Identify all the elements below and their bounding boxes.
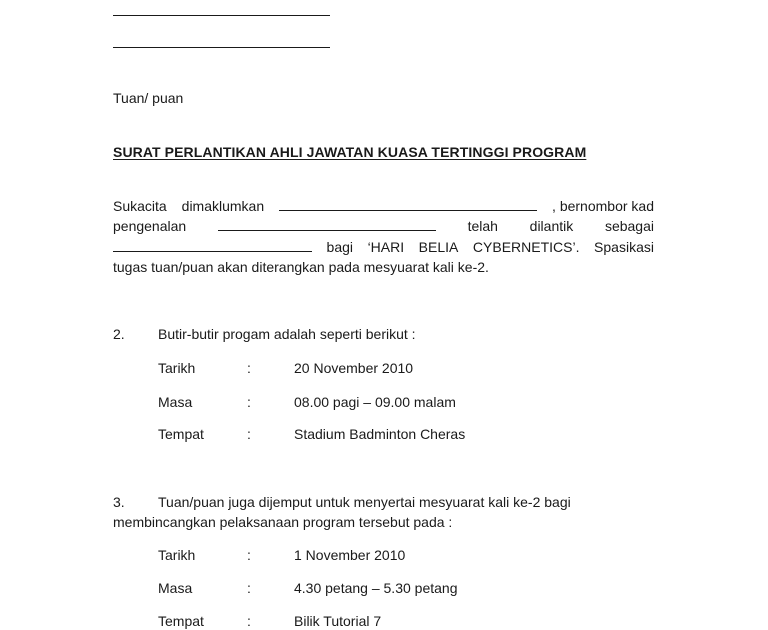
para1-word: Sukacita <box>113 198 167 214</box>
para1-line-4: tugas tuan/puan akan diterangkan pada mesyuarat kali ke-2. <box>113 259 489 275</box>
section2-row-sep: : <box>247 426 251 442</box>
para1-word: sebagai <box>604 218 654 234</box>
section3-row-label: Tempat <box>158 613 204 629</box>
section3-row-sep: : <box>247 547 251 563</box>
letter-title: SURAT PERLANTIKAN AHLI JAWATAN KUASA TERTINGGI PROGRAM <box>113 144 587 160</box>
para1-word: ‘HARI <box>367 239 405 255</box>
section2-intro: Butir-butir progam adalah seperti berikut : <box>158 326 416 342</box>
salutation: Tuan/ puan <box>113 90 184 106</box>
section3-row-value: 1 November 2010 <box>294 547 406 563</box>
name-blank <box>279 197 537 211</box>
section2-row-label: Tempat <box>158 426 204 442</box>
section3-row-value: Bilik Tutorial 7 <box>294 613 382 629</box>
para1-word: bagi <box>326 239 354 255</box>
address-blank-line-2 <box>113 47 330 48</box>
section2-row-sep: : <box>247 360 251 376</box>
section3-number: 3. <box>113 494 125 510</box>
section3-intro-line-1: Tuan/puan juga dijemput untuk menyertai mesyuarat kali ke-2 bagi <box>158 494 571 510</box>
section2-row-sep: : <box>247 394 251 410</box>
para1-word: telah <box>467 218 498 234</box>
ic-number-blank <box>218 217 436 231</box>
para1-line-3 <box>113 238 654 256</box>
para1-word: dilantik <box>529 218 574 234</box>
section3-row-value: 4.30 petang – 5.30 petang <box>294 580 458 596</box>
para1-word: CYBERNETICS’. <box>472 239 580 255</box>
section2-row-value: Stadium Badminton Cheras <box>294 426 466 442</box>
section3-row-label: Tarikh <box>158 547 196 563</box>
section3-row-sep: : <box>247 580 251 596</box>
para1-line-1 <box>113 197 654 215</box>
section2-number: 2. <box>113 326 125 342</box>
section3-intro-line-2: membincangkan pelaksanaan program tersebut pada : <box>113 514 453 530</box>
section2-row-value: 08.00 pagi – 09.00 malam <box>294 394 456 410</box>
address-blank-line-1 <box>113 15 330 16</box>
section2-row-value: 20 November 2010 <box>294 360 414 376</box>
para1-word: pengenalan <box>113 218 187 234</box>
para1-word: , bernombor kad <box>552 198 654 214</box>
section3-row-label: Masa <box>158 580 193 596</box>
section3-row-sep: : <box>247 613 251 629</box>
para1-word: BELIA <box>418 239 459 255</box>
position-blank <box>113 238 312 252</box>
para1-word: dimaklumkan <box>181 198 265 214</box>
para1-word: Spasikasi <box>594 239 654 255</box>
para1-line-2 <box>113 217 654 235</box>
section2-row-label: Tarikh <box>158 360 196 376</box>
section2-row-label: Masa <box>158 394 193 410</box>
